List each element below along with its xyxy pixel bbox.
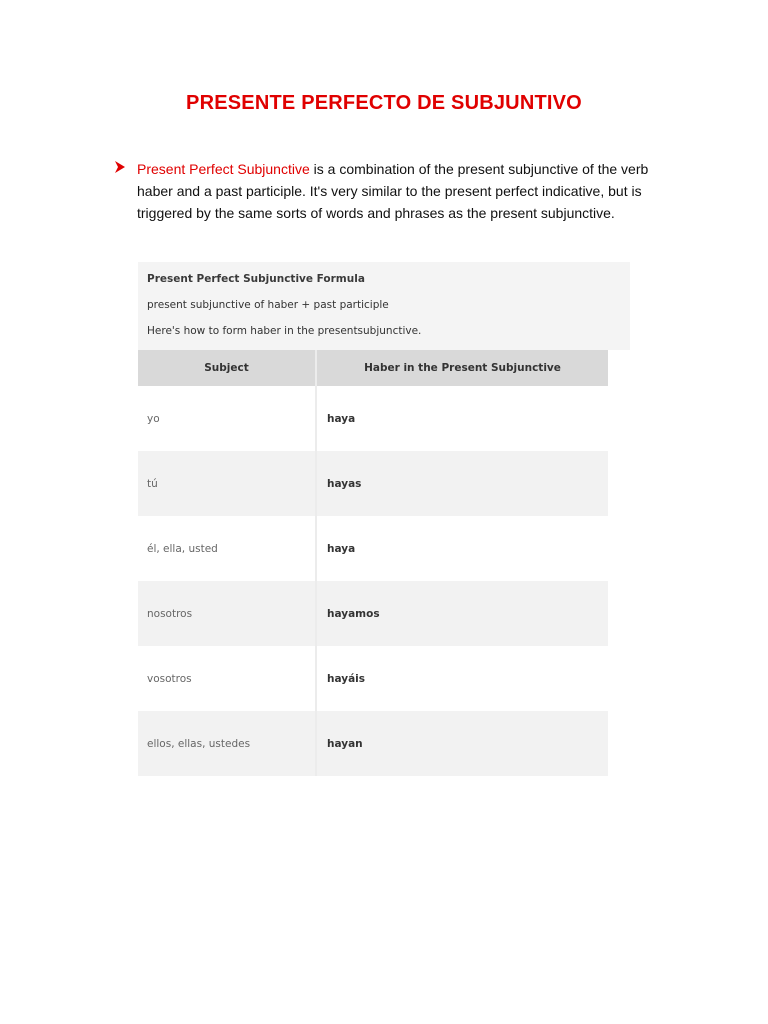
form-cell: haya — [327, 412, 356, 425]
table-row — [138, 451, 608, 516]
page-title: PRESENTE PERFECTO DE SUBJUNTIVO — [186, 92, 582, 114]
table-row — [138, 386, 608, 451]
intro-description: is a combination of the present subjunctive of the verb haber and a past participle. It's very similar to the present perfect indicative, but is triggered by the same sorts of words and phrases as the present subjunctive. — [137, 161, 649, 221]
table-row — [138, 646, 608, 711]
subject-cell: ellos, ellas, ustedes — [138, 711, 316, 776]
column-header: Haber in the Present Subjunctive — [316, 350, 608, 386]
table-row — [138, 516, 608, 581]
figure-formula: present subjunctive of haber + past participle — [147, 299, 389, 311]
subject-cell: él, ella, usted — [138, 516, 316, 581]
column-header: Subject — [138, 350, 316, 386]
subject-cell: tú — [138, 451, 316, 516]
subject-cell: nosotros — [138, 581, 316, 646]
conjugation-figure — [138, 262, 608, 762]
form-cell: hayamos — [316, 581, 608, 646]
subject-cell: vosotros — [138, 646, 316, 711]
arrow-bullet-icon — [113, 160, 127, 174]
figure-header — [138, 262, 630, 350]
intro-text — [137, 158, 673, 224]
form-cell: hayáis — [327, 672, 366, 685]
form-cell: hayan — [316, 711, 608, 776]
table-row — [138, 581, 608, 646]
figure-note: Here's how to form haber in the presentsubjunctive. — [147, 325, 422, 337]
table-row — [138, 711, 608, 776]
figure-heading: Present Perfect Subjunctive Formula — [147, 273, 365, 285]
subject-cell: yo — [138, 386, 316, 451]
conjugation-table — [138, 350, 608, 776]
table-header-row — [138, 350, 608, 386]
term-highlight: Present Perfect Subjunctive — [137, 161, 310, 177]
form-cell: haya — [327, 542, 356, 555]
form-cell: hayas — [316, 451, 608, 516]
intro-paragraph — [113, 158, 673, 224]
